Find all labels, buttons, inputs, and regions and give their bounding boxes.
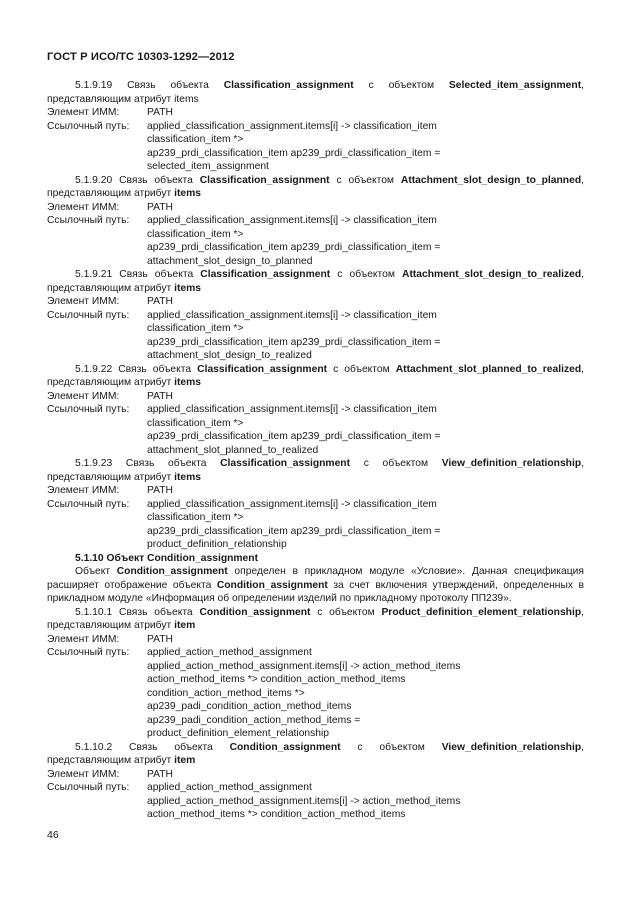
mapping-row <box>47 390 584 404</box>
mapping-label: Ссылочный путь: <box>47 498 130 510</box>
paragraph <box>47 741 584 768</box>
mapping-label: Ссылочный путь: <box>47 215 130 226</box>
mapping-value: classification_item *> <box>147 323 244 334</box>
mapping-value: attachment_slot_planned_to_realized <box>147 444 319 456</box>
mapping-value: PATH <box>147 201 173 213</box>
mapping-value: ap239_padi_condition_action_method_items <box>147 701 352 712</box>
mapping-row <box>47 322 584 336</box>
text-run: , представляющим атрибут <box>47 269 584 294</box>
bold-text: Classification_assignment <box>220 458 351 469</box>
mapping-value: applied_action_method_assignment.items[i] -> action_method_items <box>147 795 461 807</box>
mapping-value: PATH <box>147 633 173 645</box>
paragraph <box>47 606 584 633</box>
mapping-row <box>47 511 584 525</box>
mapping-row <box>47 525 584 539</box>
mapping-value: classification_item *> <box>147 512 244 523</box>
bold-text: View_definition_relationship <box>441 741 582 753</box>
mapping-row <box>47 781 584 795</box>
mapping-row <box>47 714 584 728</box>
mapping-row <box>47 241 584 255</box>
mapping-row <box>47 106 584 120</box>
bold-text: item <box>174 755 196 766</box>
mapping-row <box>47 309 584 323</box>
text-run: 5.1.9.21 Связь объекта <box>75 269 201 280</box>
text-run: с объектом <box>310 606 382 618</box>
mapping-row <box>47 120 584 134</box>
mapping-value: product_definition_element_relationship <box>147 728 330 739</box>
mapping-row <box>47 444 584 458</box>
mapping-label: Элемент ИММ: <box>47 296 120 307</box>
text-run: за счет включения утверждений, определенных в прикладном модуле «Информация об определении изделий по прикладному протоколу ПП239». <box>47 579 584 604</box>
mapping-label: Элемент ИММ: <box>47 633 120 645</box>
mapping-value: PATH <box>147 296 173 307</box>
text-run: с объектом <box>353 80 449 91</box>
text-run: 5.1.9.22 Связь объекта <box>75 363 198 375</box>
text-run: Объект <box>75 566 117 577</box>
mapping-label: Ссылочный путь: <box>47 309 130 321</box>
mapping-value: ap239_prdi_classification_item ap239_prdi_classification_item = <box>147 336 441 348</box>
mapping-row <box>47 700 584 714</box>
bold-text: Classification_assignment <box>223 80 354 91</box>
paragraph <box>47 174 584 201</box>
mapping-value: PATH <box>147 390 173 402</box>
mapping-value: PATH <box>147 485 173 496</box>
mapping-label: Элемент ИММ: <box>47 768 120 780</box>
mapping-row <box>47 228 584 242</box>
mapping-row <box>47 201 584 215</box>
text-run: , представляющим атрибут <box>47 363 584 388</box>
bold-text: items <box>174 377 201 388</box>
mapping-row <box>47 768 584 782</box>
mapping-row <box>47 160 584 174</box>
text-run: 5.1.9.23 Связь объекта <box>75 458 221 469</box>
mapping-row <box>47 538 584 552</box>
mapping-value: applied_classification_assignment.items[i] -> classification_item <box>147 309 437 321</box>
mapping-row <box>47 214 584 228</box>
mapping-value: ap239_prdi_classification_item ap239_prdi_classification_item = <box>147 525 441 537</box>
mapping-value: PATH <box>147 107 173 118</box>
mapping-value: product_definition_relationship <box>147 539 287 550</box>
mapping-row <box>47 336 584 350</box>
page-number: 46 <box>47 829 59 841</box>
text-run: 5.1.9.20 Связь объекта <box>75 174 200 186</box>
mapping-value: classification_item *> <box>147 134 244 145</box>
mapping-value: selected_item_assignment <box>147 161 269 172</box>
mapping-row <box>47 255 584 269</box>
text-run: , представляющим атрибут <box>47 741 584 766</box>
mapping-row <box>47 498 584 512</box>
mapping-row <box>47 633 584 647</box>
text-run: 5.1.10.2 Связь объекта <box>75 741 230 753</box>
bold-text: Attachment_slot_planned_to_realized <box>395 363 582 375</box>
text-run: определен в прикладном модуле «Условие». Данная спецификация расширяет отображение объекта <box>47 566 584 591</box>
bold-text: Condition_assignment <box>116 566 228 577</box>
mapping-row <box>47 403 584 417</box>
text-run: , представляющим атрибут <box>47 606 584 631</box>
mapping-value: applied_classification_assignment.items[i] -> classification_item <box>147 215 437 226</box>
bold-text: items <box>174 471 201 483</box>
mapping-label: Ссылочный путь: <box>47 647 130 658</box>
paragraph <box>47 457 584 484</box>
mapping-label: Ссылочный путь: <box>47 404 130 415</box>
bold-text: Condition_assignment <box>229 741 341 753</box>
mapping-row <box>47 295 584 309</box>
bold-text: View_definition_relationship <box>441 458 582 469</box>
bold-text: Selected_item_assignment <box>448 80 582 91</box>
mapping-value: applied_action_method_assignment.items[i] -> action_method_items <box>147 660 461 672</box>
mapping-row <box>47 646 584 660</box>
mapping-value: attachment_slot_design_to_realized <box>147 350 312 361</box>
mapping-value: classification_item *> <box>147 417 244 429</box>
paragraph <box>47 79 584 106</box>
mapping-label: Ссылочный путь: <box>47 120 130 132</box>
mapping-label: Элемент ИММ: <box>47 201 120 213</box>
bold-text: Condition_assignment <box>216 579 328 591</box>
text-run: , представляющим атрибут items <box>47 80 584 105</box>
mapping-value: ap239_prdi_classification_item ap239_prdi_classification_item = <box>147 147 441 159</box>
mapping-row <box>47 147 584 161</box>
text-run: , представляющим атрибут <box>47 174 584 199</box>
bold-text: Classification_assignment <box>199 174 330 186</box>
bold-text: Classification_assignment <box>200 269 331 280</box>
mapping-label: Ссылочный путь: <box>47 782 130 793</box>
mapping-row <box>47 673 584 687</box>
text-run: с объектом <box>329 174 401 186</box>
mapping-row <box>47 795 584 809</box>
mapping-value: applied_classification_assignment.items[i] -> classification_item <box>147 498 437 510</box>
mapping-value: action_method_items *> condition_action_method_items <box>147 674 406 685</box>
mapping-value: action_method_items *> condition_action_method_items <box>147 809 406 820</box>
text-run: 5.1.10.1 Связь объекта <box>75 606 200 618</box>
mapping-value: applied_classification_assignment.items[i] -> classification_item <box>147 404 437 415</box>
document-body <box>47 79 584 822</box>
mapping-row <box>47 430 584 444</box>
mapping-value: attachment_slot_design_to_planned <box>147 255 313 267</box>
mapping-value: ap239_prdi_classification_item ap239_prdi_classification_item = <box>147 431 441 442</box>
section-heading: 5.1.10 Объект Condition_assignment <box>75 552 258 564</box>
text-run: , представляющим атрибут <box>47 458 584 483</box>
mapping-value: applied_action_method_assignment <box>147 647 312 658</box>
text-run: с объектом <box>330 269 403 280</box>
text-run: 5.1.9.19 Связь объекта <box>75 80 224 91</box>
mapping-value: classification_item *> <box>147 228 244 240</box>
paragraph <box>47 268 584 295</box>
paragraph <box>47 363 584 390</box>
mapping-value: ap239_padi_condition_action_method_items = <box>147 714 361 726</box>
mapping-label: Элемент ИММ: <box>47 390 120 402</box>
mapping-label: Элемент ИММ: <box>47 107 120 118</box>
bold-text: Product_definition_element_relationship <box>381 606 582 618</box>
document-header: ГОСТ Р ИСО/ТС 10303-1292—2012 <box>47 51 235 63</box>
bold-text: item <box>174 620 196 631</box>
bold-text: Condition_assignment <box>199 606 311 618</box>
bold-text: items <box>174 188 201 199</box>
mapping-value: PATH <box>147 768 173 780</box>
mapping-row <box>47 484 584 498</box>
mapping-row <box>47 727 584 741</box>
bold-text: Attachment_slot_design_to_realized <box>402 269 582 280</box>
mapping-value: applied_action_method_assignment <box>147 782 312 793</box>
bold-text: Attachment_slot_design_to_planned <box>400 174 582 186</box>
text-run: с объектом <box>340 741 442 753</box>
mapping-label: Элемент ИММ: <box>47 485 120 496</box>
mapping-value: applied_classification_assignment.items[i] -> classification_item <box>147 120 437 132</box>
paragraph <box>47 565 584 606</box>
bold-text: Classification_assignment <box>197 363 328 375</box>
mapping-row <box>47 687 584 701</box>
text-run: с объектом <box>327 363 396 375</box>
mapping-row <box>47 417 584 431</box>
mapping-row <box>47 660 584 674</box>
mapping-value: condition_action_method_items *> <box>147 687 305 699</box>
mapping-row <box>47 808 584 822</box>
mapping-row <box>47 349 584 363</box>
bold-text: items <box>174 282 201 294</box>
mapping-row <box>47 133 584 147</box>
text-run: с объектом <box>350 458 442 469</box>
mapping-value: ap239_prdi_classification_item ap239_prdi_classification_item = <box>147 242 441 253</box>
